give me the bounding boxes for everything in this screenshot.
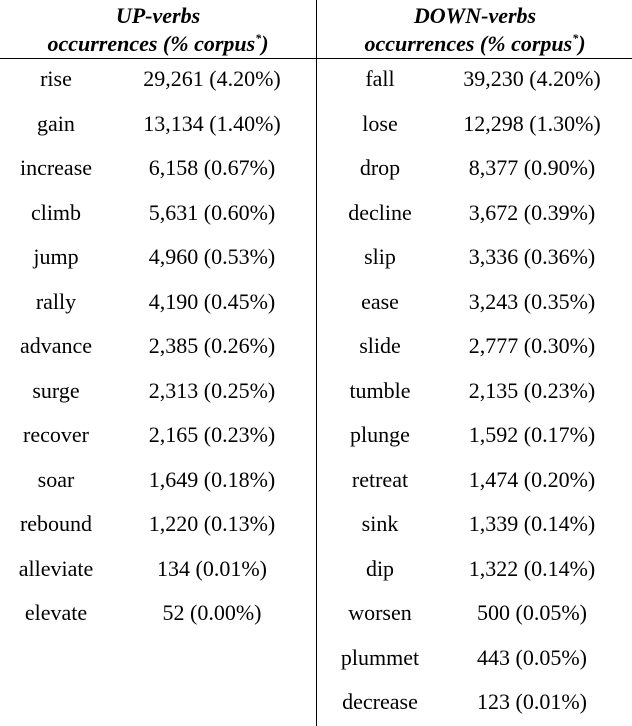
table-row	[0, 102, 632, 146]
up-verb-cell: soar	[37, 466, 75, 492]
up-count-cell: 1,220 (0.13%)	[148, 511, 276, 536]
up-count-cell: 134 (0.01%)	[157, 555, 267, 581]
table-row	[0, 235, 632, 279]
up-verbs-asterisk: *	[255, 31, 262, 45]
up-count-cell: 2,165 (0.23%)	[148, 422, 276, 447]
down-verb-cell: lose	[362, 110, 398, 136]
down-verb-cell: worsen	[348, 600, 412, 625]
down-verb-cell: decrease	[342, 689, 418, 714]
table-row	[0, 547, 632, 591]
down-count-cell: 443 (0.05%)	[477, 644, 587, 670]
up-verb-cell: alleviate	[18, 555, 94, 581]
down-count-cell: 3,243 (0.35%)	[468, 288, 596, 314]
down-verbs-header	[317, 2, 632, 58]
down-count-cell: 8,377 (0.90%)	[468, 155, 596, 180]
down-count-cell: 1,339 (0.14%)	[468, 511, 596, 536]
down-count-cell: 1,322 (0.14%)	[468, 555, 596, 581]
down-count-cell: 3,336 (0.36%)	[468, 244, 596, 269]
up-count-cell: 6,158 (0.67%)	[148, 155, 276, 180]
down-verb-cell: dip	[365, 555, 395, 581]
down-verb-cell: sink	[361, 511, 399, 536]
down-verbs-subtitle-text: occurrences (% corpus	[364, 31, 573, 56]
table-row	[0, 57, 632, 101]
table-row	[0, 324, 632, 368]
up-verb-cell: elevate	[24, 600, 88, 625]
down-count-cell: 123 (0.01%)	[477, 689, 587, 714]
up-verb-cell: rally	[35, 288, 77, 314]
up-count-cell: 29,261 (4.20%)	[143, 66, 281, 91]
down-verb-cell: tumble	[349, 377, 411, 403]
up-verbs-subtitle-text: occurrences (% corpus	[47, 31, 256, 56]
up-verb-cell: surge	[32, 377, 80, 403]
up-count-cell: 2,385 (0.26%)	[148, 333, 276, 358]
up-verbs-subtitle	[0, 30, 316, 58]
up-verb-cell: climb	[30, 199, 82, 225]
down-verb-cell: ease	[361, 288, 399, 314]
table-row	[0, 591, 632, 635]
up-verb-cell: rise	[40, 66, 72, 91]
table-row	[0, 458, 632, 502]
up-count-cell: 4,190 (0.45%)	[148, 288, 276, 314]
down-count-cell: 3,672 (0.39%)	[468, 199, 596, 225]
down-verbs-subtitle	[317, 30, 632, 58]
down-verb-cell: plunge	[350, 422, 410, 447]
down-count-cell: 12,298 (1.30%)	[463, 110, 601, 136]
up-count-cell: 2,313 (0.25%)	[148, 377, 276, 403]
down-count-cell: 1,592 (0.17%)	[468, 422, 596, 447]
up-verbs-title: UP-verbs	[115, 3, 201, 28]
up-verb-cell: increase	[19, 155, 93, 180]
down-count-cell: 2,135 (0.23%)	[468, 377, 596, 403]
up-verbs-close-paren: )	[261, 31, 269, 56]
up-count-cell: 1,649 (0.18%)	[148, 466, 276, 492]
down-verb-cell: fall	[365, 66, 395, 91]
down-verbs-title: DOWN-verbs	[413, 3, 537, 28]
down-verb-cell: slide	[359, 333, 401, 358]
up-verb-cell: rebound	[19, 511, 93, 536]
table-row	[0, 280, 632, 324]
up-verb-cell: jump	[33, 244, 79, 269]
down-verb-cell: retreat	[351, 466, 409, 492]
up-count-cell: 13,134 (1.40%)	[143, 110, 281, 136]
table-row	[0, 502, 632, 546]
up-verb-cell: gain	[37, 110, 75, 136]
down-count-cell: 39,230 (4.20%)	[463, 66, 601, 91]
down-verb-cell: decline	[348, 199, 412, 225]
down-verb-cell: drop	[359, 155, 401, 180]
down-count-cell: 1,474 (0.20%)	[468, 466, 596, 492]
down-count-cell: 2,777 (0.30%)	[468, 333, 596, 358]
down-count-cell: 500 (0.05%)	[477, 600, 587, 625]
up-count-cell: 4,960 (0.53%)	[148, 244, 276, 269]
down-verbs-close-paren: )	[578, 31, 586, 56]
down-verb-cell: plummet	[340, 644, 420, 670]
table-row	[0, 413, 632, 457]
up-count-cell: 5,631 (0.60%)	[148, 199, 276, 225]
down-verb-cell: slip	[364, 244, 396, 269]
up-verb-cell: advance	[19, 333, 93, 358]
table-row	[0, 636, 632, 680]
table-row	[0, 369, 632, 413]
table-row	[0, 146, 632, 190]
table-row	[0, 680, 632, 724]
up-verbs-header	[0, 2, 316, 58]
up-count-cell: 52 (0.00%)	[162, 600, 262, 625]
table-row	[0, 191, 632, 235]
up-verb-cell: recover	[23, 422, 89, 447]
down-verbs-asterisk: *	[572, 31, 579, 45]
